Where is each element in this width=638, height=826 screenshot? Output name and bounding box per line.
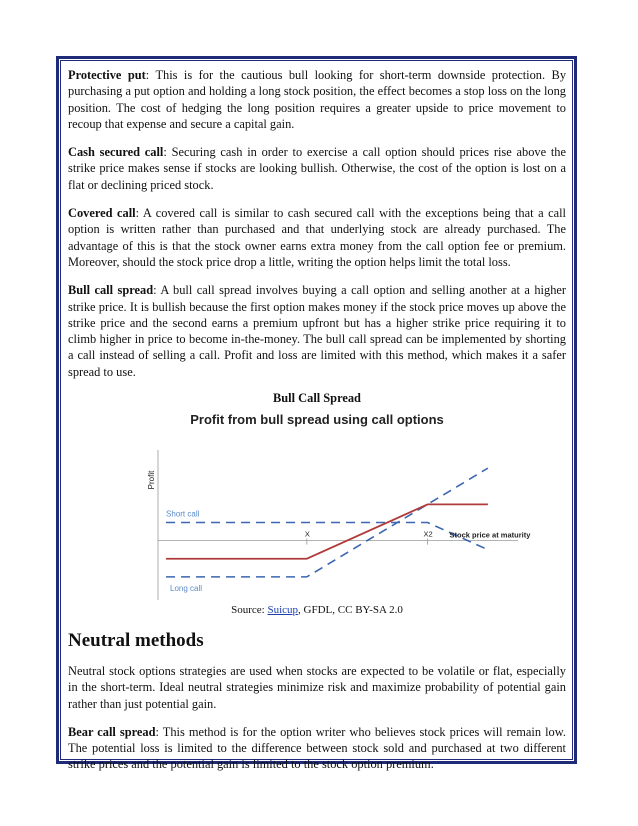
- bull-spread-chart: [68, 410, 566, 600]
- chart-series-layer: [166, 468, 488, 577]
- legend-label-short-call: Short call: [166, 509, 200, 519]
- text-protective-put: : This is for the cautious bull looking for short-term downside protection. By purchasing a put option and holding a long stock position, the effect becomes a stop loss on the long position. The cost of hedging the long position requires a greater upside to price movement to recoup that expense and secure a capital gain.: [68, 68, 567, 131]
- paragraph-covered-call: [68, 205, 566, 270]
- figure-caption: [68, 602, 566, 618]
- caption-suffix: , GFDL, CC BY-SA 2.0: [298, 604, 403, 617]
- term-bull-call-spread: Bull call spread: [68, 283, 154, 298]
- chart-svg: [68, 410, 566, 600]
- text-cash-secured-call: : Securing cash in order to exercise a call option should prices rise above the strike price makes sense if stocks are looking bullish. Otherwise, the cost of the option is lost on a flat or declining priced stock.: [68, 145, 567, 192]
- figure-heading: Bull Call Spread: [273, 391, 361, 406]
- term-covered-call: Covered call: [68, 206, 136, 221]
- paragraph-protective-put: [68, 67, 566, 132]
- caption-prefix: Source:: [231, 604, 268, 617]
- strike-label-x2: X2: [423, 529, 433, 539]
- series-short-call: [166, 523, 488, 550]
- chart-x-label: Stock price at maturity: [449, 530, 531, 540]
- legend-label-long-call: Long call: [170, 584, 203, 594]
- strike-label-x1: X: [304, 529, 310, 539]
- paragraph-bear-call-spread: [68, 724, 566, 773]
- text-bear-call-spread: : This method is for the option writer who believes stock prices will remain low. The potential loss is limited to the difference between stock sold and purchased at two different strike prices and the potential gain is limited to the stock option premium.: [68, 724, 566, 772]
- paragraph-cash-secured-call: [68, 144, 566, 193]
- section-heading-neutral-methods: Neutral methods: [68, 629, 204, 651]
- chart-title: Profit from bull spread using call options: [190, 412, 444, 428]
- document-body: [68, 67, 566, 785]
- paragraph-neutral-intro: Neutral stock options strategies are used when stocks are expected to be volatile or flat, especially in the short-term. Ideal neutral strategies minimize risk and maximize probability of potential gain rather than just potential gain.: [68, 663, 566, 711]
- chart-y-label: Profit: [147, 471, 156, 490]
- text-covered-call: : A covered call is similar to cash secured call with the exceptions being that a call option is written rather than purchased and that underlying stock are already purchased. The advantage of this is that the stock owner earns extra money from the call option fee or premium. Moreover, should the stock price drop a little, writing the option helps limit the total loss.: [68, 206, 566, 269]
- series-bull-spread: [166, 505, 488, 559]
- caption-source-link[interactable]: Suicup: [267, 604, 299, 617]
- paragraph-bull-call-spread: [68, 282, 566, 380]
- term-protective-put: Protective put: [68, 68, 146, 82]
- text-bull-call-spread: : A bull call spread involves buying a call option and selling another at a higher strike price. It is bullish because the first option makes money if the stock price moves up above the strike price and the second earns a premium upfront but has a higher strike price requiring it to climb higher in price to become in-the-money. The bull call spread can be implemented by shorting a call instead of selling a call. Profit and loss are limited with this method, which makes it a safer spread to use.: [68, 283, 567, 379]
- term-bear-call-spread: Bear call spread: [68, 724, 156, 739]
- term-cash-secured-call: Cash secured call: [68, 145, 164, 160]
